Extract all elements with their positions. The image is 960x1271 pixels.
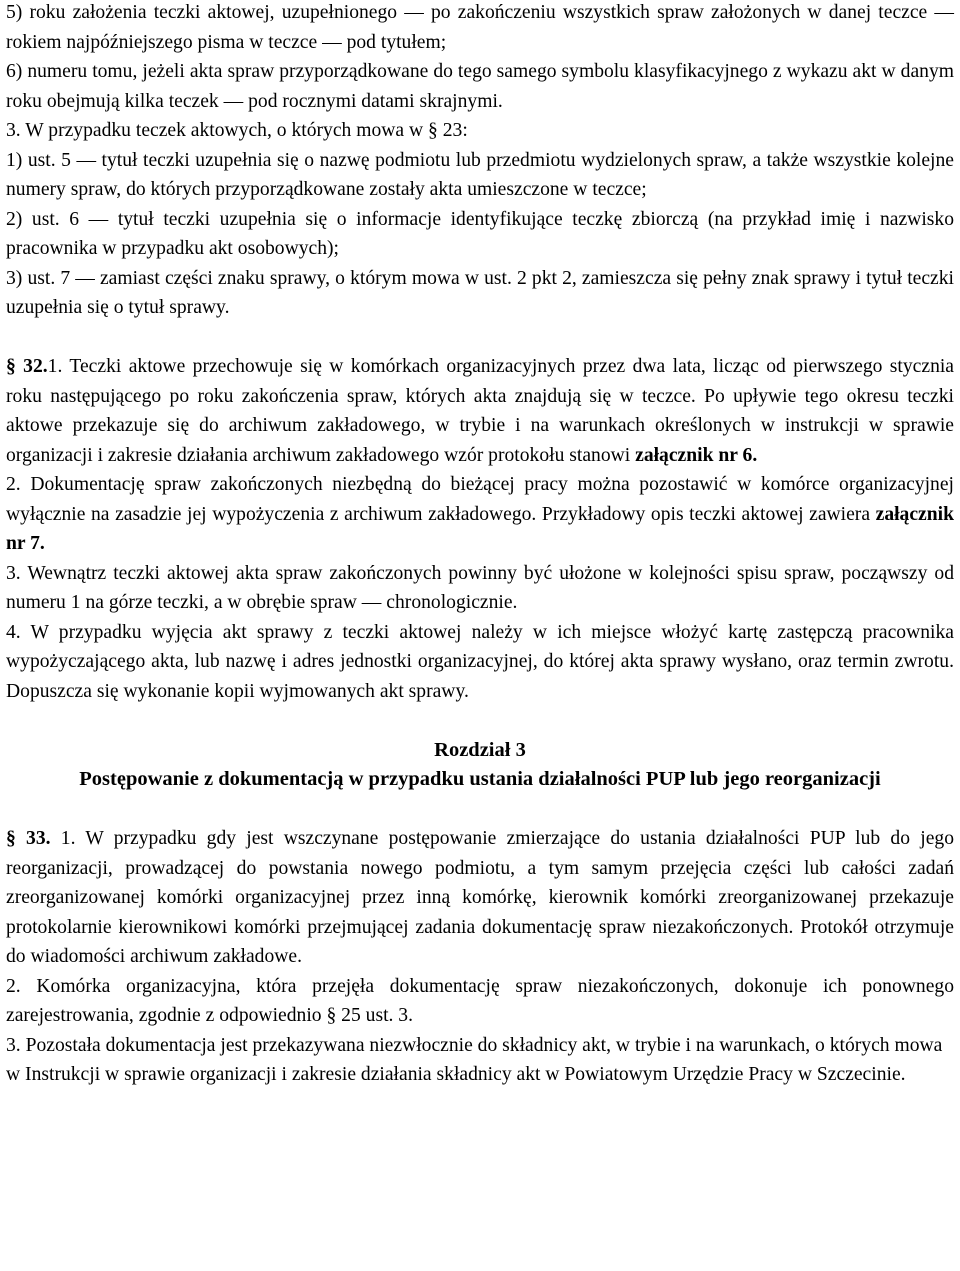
section-33-paragraph-3: 3. Pozostała dokumentacja jest przekazywana niezwłocznie do składnicy akt, w trybie i na warunkach, o których mowa w Instrukcji w sprawie organizacji i zakresie działania składnicy akt w Powiatowym Urzędzie Pracy w Szczecinie.: [6, 1034, 943, 1085]
spacer: [6, 706, 954, 736]
list-item-6: 6) numeru tomu, jeżeli akta spraw przyporządkowane do tego samego symbolu klasyfikacyjnego z wykazu akt w danym roku obejmują kilka teczek — pod rocznymi datami skrajnymi.: [6, 61, 954, 112]
spacer: [6, 323, 954, 353]
list-item-3-3: 3) ust. 7 — zamiast części znaku sprawy, o którym mowa w ust. 2 pkt 2, zamieszcza się pełny znak sprawy i tytuł teczki uzupełnia się o tytuł sprawy.: [6, 267, 954, 318]
chapter-number: Rozdział 3: [434, 738, 526, 761]
section-33-p1-text: 1. W przypadku gdy jest wszczynane postępowanie zmierzające do ustania działalności PUP lub do jego reorganizacji, prowadzącej do powstania nowego podmiotu, a tym samym przejęcia części lub całości zadań zreorganizowanej komórki organizacyjnej przez inną komórkę, kierownik komórki zreorganizowanej przekazuje protokolarnie kierownikowi komórki przejmującej zadania dokumentację spraw niezakończonych. Protokół otrzymuje do wiadomości archiwum zakładowe.: [6, 828, 954, 967]
spacer: [6, 795, 954, 825]
paragraph-3: 3. W przypadku teczek aktowych, o których mowa w § 23:: [6, 120, 468, 141]
section-32-number: § 32.: [6, 356, 48, 377]
list-item-3-1: 1) ust. 5 — tytuł teczki uzupełnia się o nazwę podmiotu lub przedmiotu wydzielonych spraw, a także wszystkie kolejne numery spraw, do których przyporządkowane zostały akta umieszczone w teczce;: [6, 149, 954, 200]
section-32-paragraph-3: 3. Wewnątrz teczki aktowej akta spraw zakończonych powinny być ułożone w kolejności spisu spraw, począwszy od numeru 1 na górze teczki, a w obrębie spraw — chronologicznie.: [6, 562, 954, 613]
section-32-paragraph-2: [6, 470, 954, 559]
list-item-5: 5) roku założenia teczki aktowej, uzupełnionego — po zakończeniu wszystkich spraw założonych w danej teczce — rokiem najpóźniejszego pisma w teczce — pod tytułem;: [6, 2, 954, 53]
section-32-paragraph-1: [6, 352, 954, 470]
chapter-title: Postępowanie z dokumentacją w przypadku ustania działalności PUP lub jego reorganizacji: [79, 768, 881, 790]
attachment-7-ref: załącznik nr 7.: [6, 503, 954, 554]
section-33-number: § 33.: [6, 828, 51, 849]
section-33-paragraph-1: [6, 824, 954, 972]
section-32-p1-text: 1. Teczki aktowe przechowuje się w komórkach organizacyjnych przez dwa lata, licząc od pierwszego stycznia roku następującego po roku zakończenia spraw, których akta znajdują się w teczce. Po upływie tego okresu teczki aktowe przekazuje się do archiwum zakładowego, w trybie i na warunkach określonych w instrukcji w sprawie organizacji i zakresie działania archiwum zakładowego wzór protokołu stanowi: [6, 356, 955, 466]
section-33-paragraph-2: 2. Komórka organizacyjna, która przejęła dokumentację spraw niezakończonych, dokonuje ich ponownego zarejestrowania, zgodnie z odpowiednio § 25 ust. 3.: [6, 975, 954, 1026]
attachment-6-ref: załącznik nr 6.: [635, 444, 758, 466]
section-32-p2-text: 2. Dokumentację spraw zakończonych niezbędną do bieżącej pracy można pozostawić w komórce organizacyjnej wyłącznie na zasadzie jej wypożyczenia z archiwum zakładowego. Przykładowy opis teczki aktowej zawiera: [6, 474, 954, 525]
list-item-3-2: 2) ust. 6 — tytuł teczki uzupełnia się o informacje identyfikujące teczkę zbiorczą (na przykład imię i nazwisko pracownika w przypadku akt osobowych);: [6, 208, 954, 259]
section-32-paragraph-4: 4. W przypadku wyjęcia akt sprawy z teczki aktowej należy w ich miejsce włożyć kartę zastępczą pracownika wypożyczającego akta, lub nazwę i adres jednostki organizacyjnej, do której akta sprawy wysłano, oraz termin zwrotu. Dopuszcza się wykonanie kopii wyjmowanych akt sprawy.: [6, 621, 954, 702]
